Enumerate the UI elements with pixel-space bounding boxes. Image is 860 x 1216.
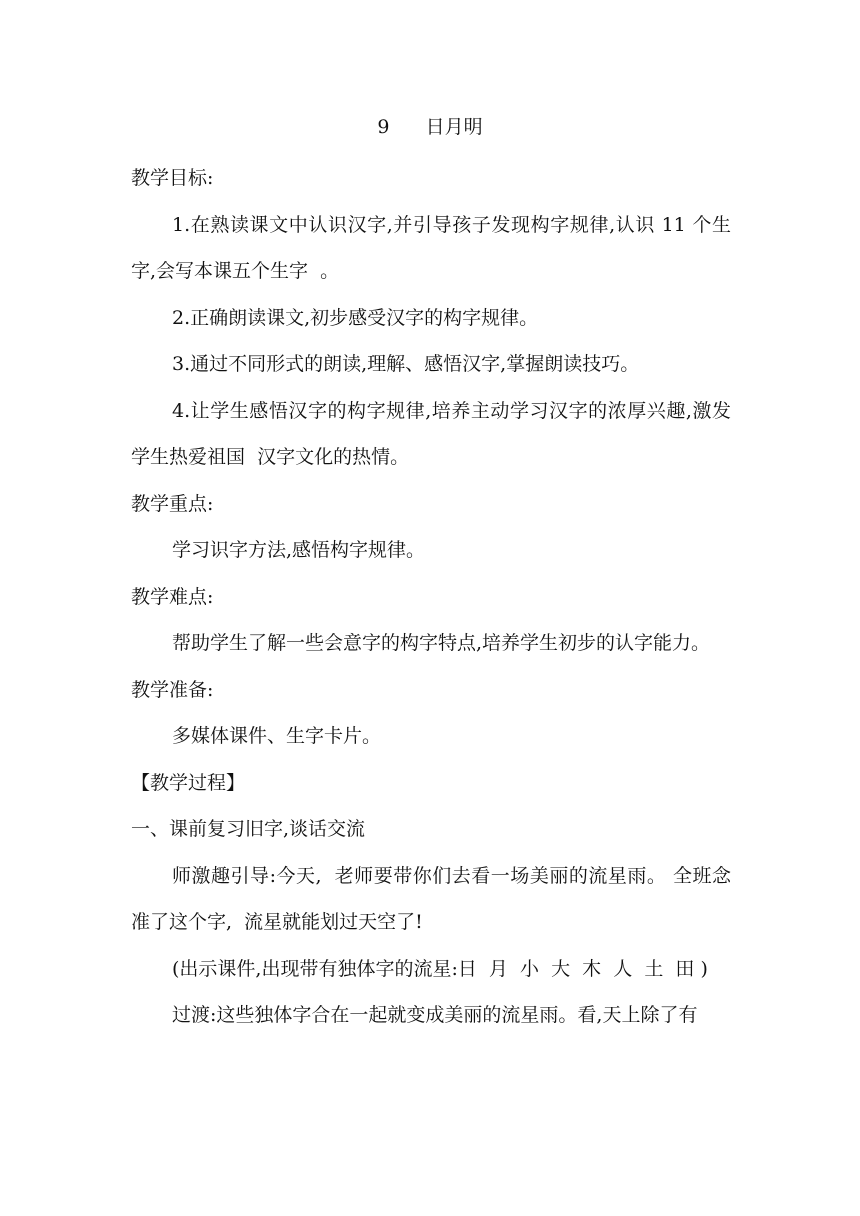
lesson-title: 9 日月明 bbox=[377, 116, 483, 138]
objective-3: 3.通过不同形式的朗读,理解、感悟汉字,掌握朗读技巧。 bbox=[172, 353, 640, 375]
objective-2: 2.正确朗读课文,初步感受汉字的构字规律。 bbox=[172, 306, 539, 329]
difficulties-text: 帮助学生了解一些会意字的构字特点,培养学生初步的认字能力。 bbox=[172, 632, 711, 654]
objective-4: 4.让学生感悟汉字的构字规律,培养主动学习汉字的浓厚兴趣,激发学生热爱祖国 汉字文化的热情。 bbox=[131, 399, 731, 468]
lesson-content bbox=[131, 155, 731, 1039]
transition-paragraph: 过渡:这些独体字合在一起就变成美丽的流星雨。看,天上除了有 bbox=[172, 1004, 698, 1026]
courseware-paragraph: (出示课件,出现带有独体字的流星:日 月 小 大 木 人 土 田 ) bbox=[172, 957, 708, 980]
objectives-heading: 教学目标: bbox=[131, 167, 214, 189]
process-heading: 【教学过程】 bbox=[131, 771, 246, 794]
part-one-heading: 一、课前复习旧字,谈话交流 bbox=[131, 818, 366, 840]
preparation-heading: 教学准备: bbox=[131, 678, 214, 701]
key-points-heading: 教学重点: bbox=[131, 492, 214, 515]
difficulties-heading: 教学难点: bbox=[131, 585, 214, 608]
key-points-text: 学习识字方法,感悟构字规律。 bbox=[172, 539, 426, 561]
objective-1: 1.在熟读课文中认识汉字,并引导孩子发现构字规律,认识 11 个生字,会写本课五个生字 。 bbox=[131, 213, 731, 282]
preparation-text: 多媒体课件、生字卡片。 bbox=[172, 725, 382, 747]
teacher-intro-paragraph: 师激趣引导:今天, 老师要带你们去看一场美丽的流星雨。 全班念准了这个字, 流星就能划过天空了! bbox=[131, 864, 731, 933]
